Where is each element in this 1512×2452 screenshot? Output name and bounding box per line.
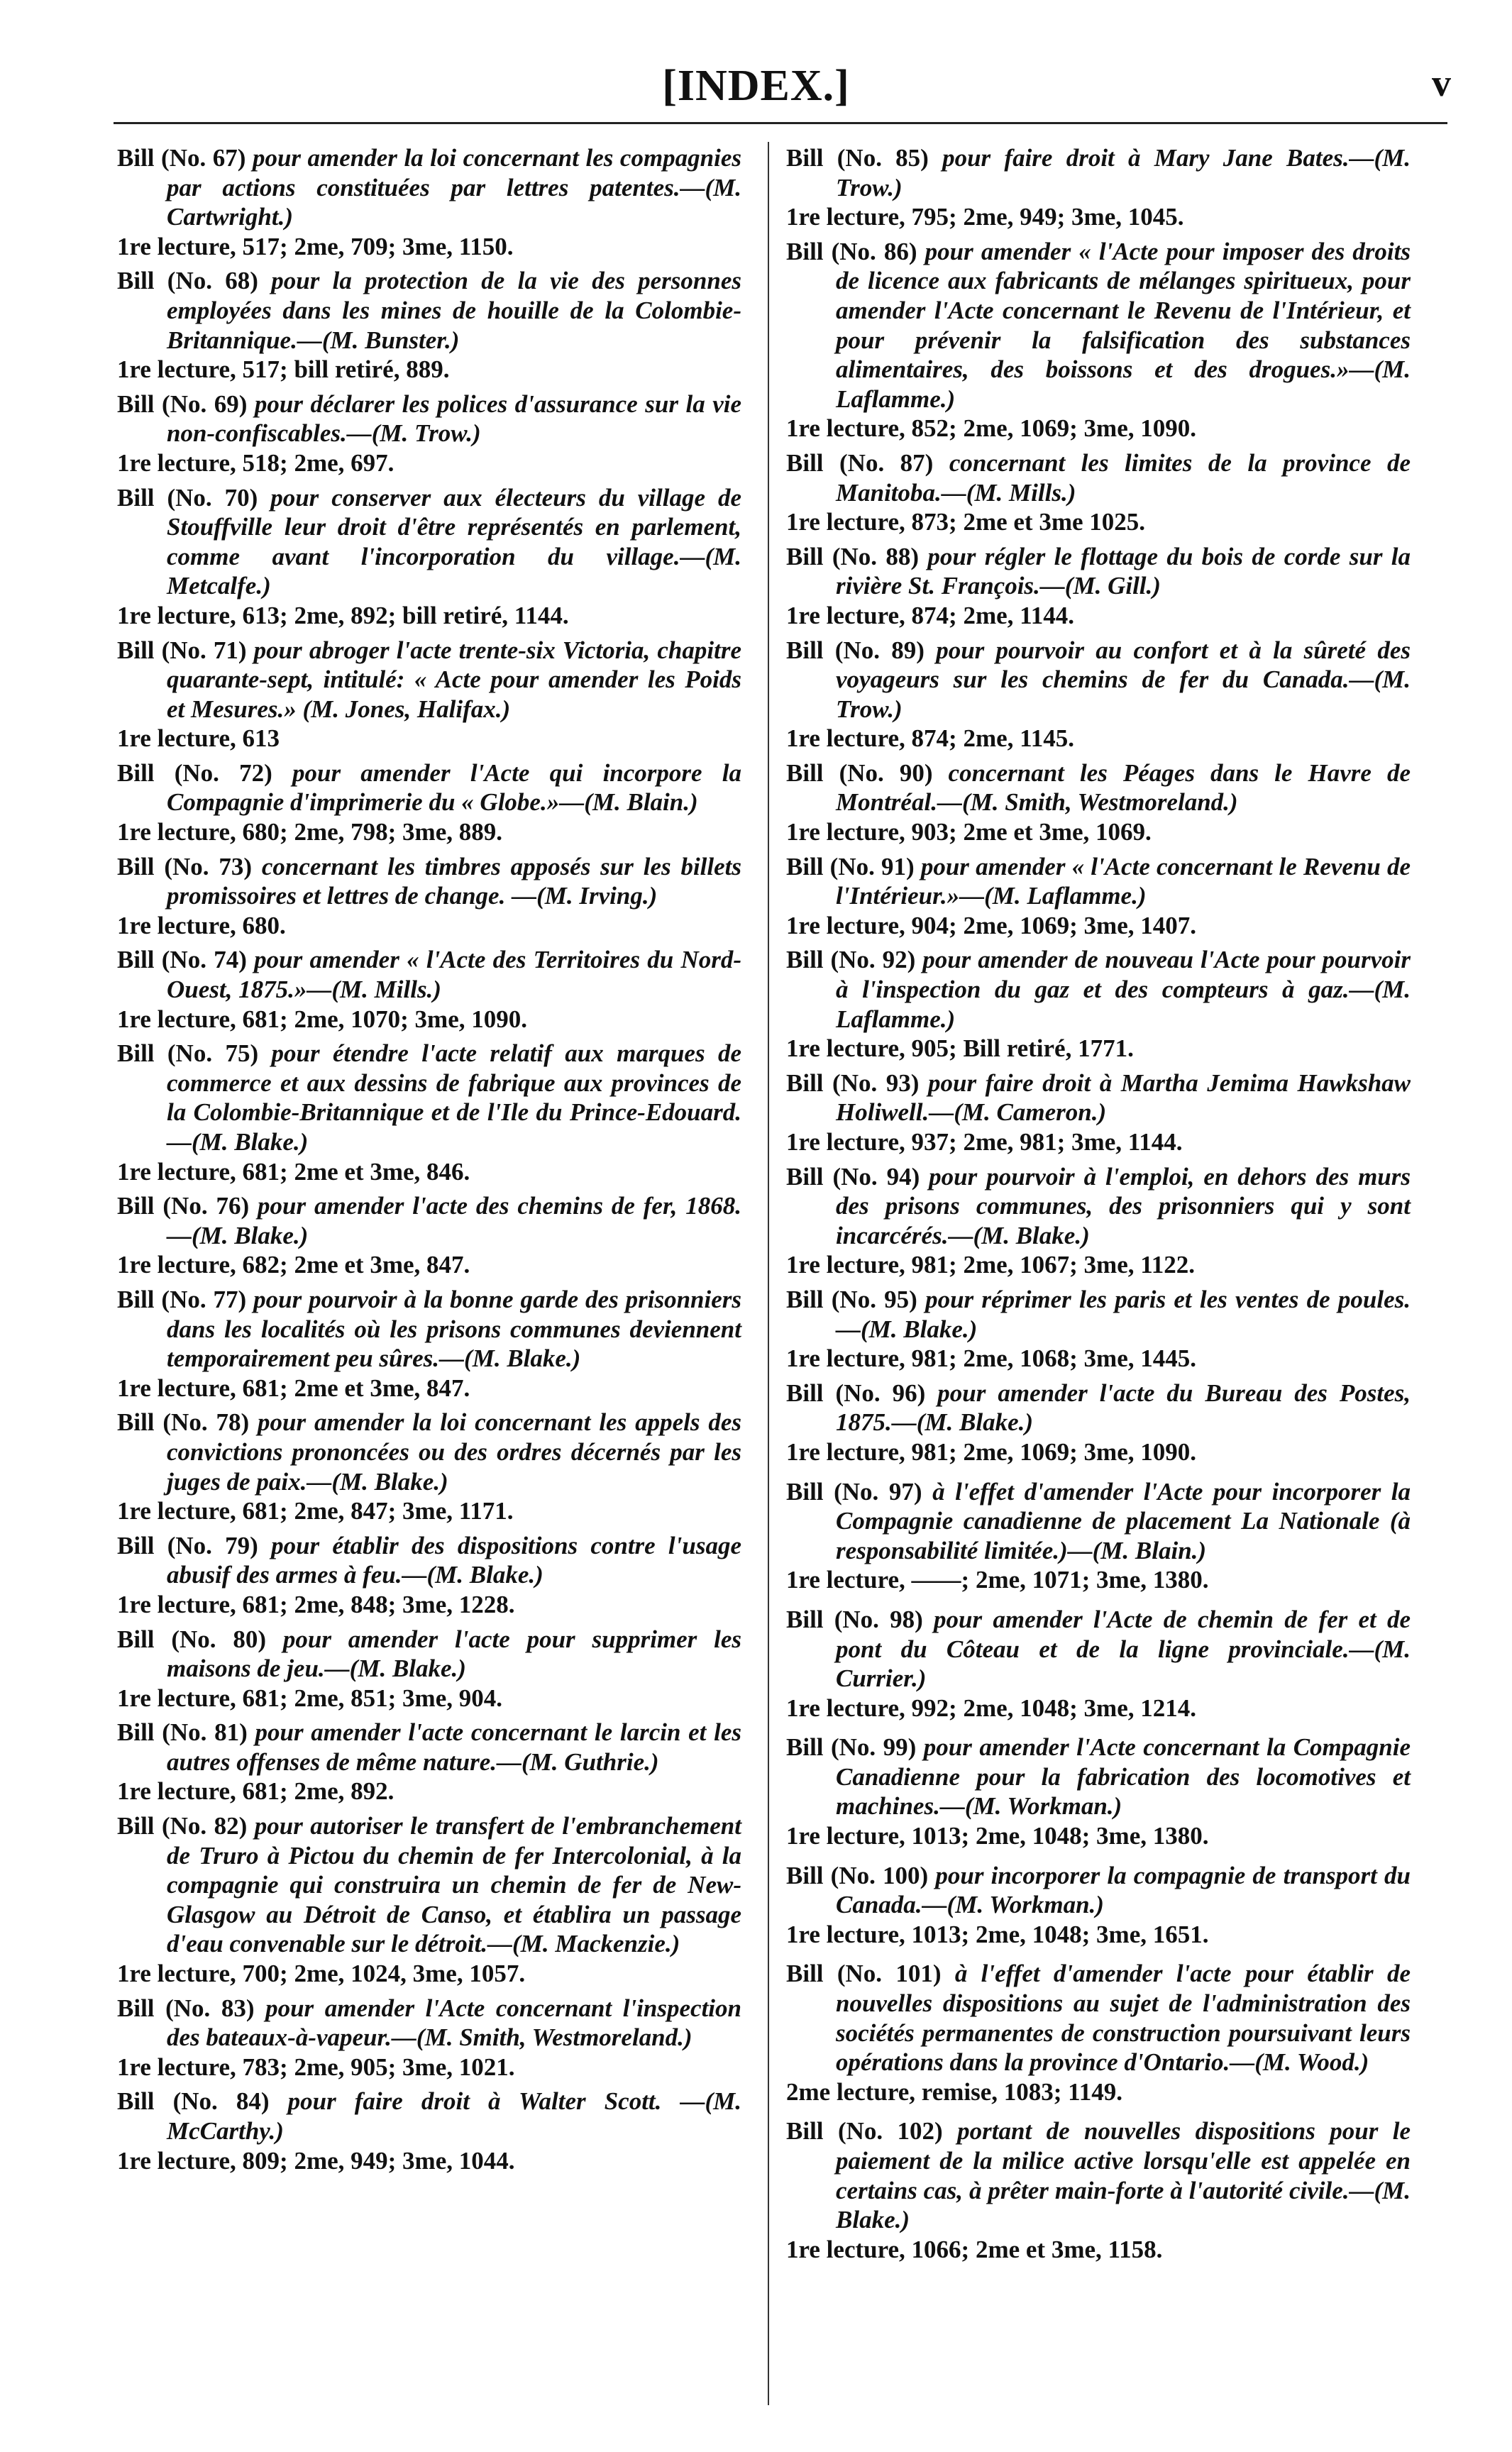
bill-description: pour amender de nouveau l'Acte pour pourvoir à l'inspection du gaz et des compteurs à gaz.—(M. Laflamme.) [836,946,1411,1033]
bill-description: pour déclarer les polices d'assurance sur la vie non-confiscables.—(M. Trow.) [167,390,741,448]
bill-number: Bill (No. 101) [786,1960,942,1988]
index-entry [117,1811,741,1989]
bill-description: pour pourvoir à la bonne garde des prisonniers dans les localités où les prisons communes deviennent temporairement peu sûres.—(M. Blake.) [167,1285,742,1373]
reading-line: 1re lecture, 905; Bill retiré, 1771. [786,1034,1134,1063]
bill-description: pour réprimer les paris et les ventes de poules.—(M. Blake.) [836,1285,1411,1343]
reading-line: 1re lecture, 613; 2me, 892; bill retiré, 1144. [117,601,569,629]
bill-number: Bill (No. 75) [117,1039,259,1068]
reading-line: 1re lecture, 874; 2me, 1145. [786,724,1074,753]
reading-line: 1re lecture, 981; 2me, 1068; 3me, 1445. [786,1344,1196,1373]
bill-description: pour faire droit à Mary Jane Bates.—(M. Trow.) [836,144,1411,201]
bill-line [786,1068,1411,1127]
reading-line: 1re lecture, 874; 2me, 1144. [786,601,1074,629]
index-entry [786,1477,1411,1595]
bill-line [786,1162,1411,1251]
bill-description: à l'effet d'amender l'acte pour établir de nouvelles dispositions au sujet de l'administration des sociétés permanentes de construction poursuivant leurs opérations dans la province d'Ontario.—(M. Wood.) [836,1960,1411,2077]
bill-description: pour conserver aux électeurs du village de Stouffville leur droit d'être représentés en parlement, comme avant l'incorporation du village.—(M. Metcalfe.) [167,483,741,600]
bill-number: Bill (No. 78) [117,1408,250,1437]
bill-description: pour amender la loi concernant les appels des convictions prononcées ou des ordres décernés par les juges de paix.—(M. Blake.) [167,1408,741,1496]
bill-number: Bill (No. 102) [786,2117,943,2146]
bill-number: Bill (No. 95) [786,1285,917,1313]
reading-line: 1re lecture, 680. [117,911,286,939]
bill-number: Bill (No. 92) [786,946,916,974]
bill-line [786,636,1411,724]
bill-line [117,1191,741,1250]
bill-number: Bill (No. 70) [117,483,258,512]
reading-line: 1re lecture, 1013; 2me, 1048; 3me, 1651. [786,1920,1209,1948]
bill-line [117,390,741,448]
bill-description: portant de nouvelles dispositions pour le paiement de la milice active lorsqu'elle est appelée en certains cas, à prêter main-forte à l'autorité civile.—(M. Blake.) [836,2117,1411,2234]
bill-line [117,945,741,1004]
bill-number: Bill (No. 90) [786,758,933,787]
bill-number: Bill (No. 71) [117,636,247,664]
bill-number: Bill (No. 67) [117,144,246,172]
index-entry [117,1625,741,1713]
right-column [786,143,1411,2269]
reading-line: 1re lecture, 809; 2me, 949; 3me, 1044. [117,2146,515,2175]
index-entry [117,1191,741,1280]
bill-description: pour pourvoir au confort et à la sûreté des voyageurs sur les chemins de fer du Canada.—(M. Trow.) [836,636,1411,723]
bill-line [117,483,741,601]
index-entry [117,1531,741,1620]
bill-number: Bill (No. 97) [786,1477,922,1506]
index-entry [117,758,741,847]
reading-line: 1re lecture, 681; 2me, 851; 3me, 904. [117,1684,502,1712]
bill-line [786,2116,1411,2234]
bill-line [786,1861,1411,1920]
index-entry [786,1605,1411,1723]
index-entry [117,483,741,631]
bill-line [117,2087,741,2146]
index-entry [117,852,741,941]
bill-line [786,448,1411,507]
index-entry [786,2116,1411,2264]
index-entry [786,448,1411,537]
bill-description: pour amender l'Acte de chemin de fer et de pont du Côteau et de la ligne provinciale.—(M. Currier.) [836,1605,1411,1693]
bill-line [786,852,1411,911]
bill-number: Bill (No. 72) [117,758,272,787]
bill-number: Bill (No. 68) [117,267,258,295]
index-entry [786,237,1411,443]
reading-line: 1re lecture, 681; 2me, 848; 3me, 1228. [117,1590,515,1618]
bill-description: pour étendre l'acte relatif aux marques de commerce et aux dessins de fabrique aux provinces de la Colombie-Britannique et de l'Ile du Prince-Edouard. —(M. Blake.) [167,1039,741,1156]
bill-description: pour amender la loi concernant les compagnies par actions constituées par lettres patentes.—(M. Cartwright.) [167,144,742,231]
index-entry [117,1408,741,1525]
reading-line: 1re lecture, 783; 2me, 905; 3me, 1021. [117,2053,515,2081]
reading-line: 1re lecture, 981; 2me, 1069; 3me, 1090. [786,1437,1196,1466]
index-entry [117,945,741,1034]
reading-line: 1re lecture, 992; 2me, 1048; 3me, 1214. [786,1694,1196,1722]
index-entry [117,143,741,261]
reading-line: 1re lecture, 873; 2me et 3me 1025. [786,508,1146,536]
index-entry [786,1285,1411,1374]
bill-number: Bill (No. 96) [786,1379,926,1407]
reading-line: 1re lecture, 1066; 2me et 3me, 1158. [786,2235,1163,2263]
reading-line: 1re lecture, 613 [117,724,280,753]
bill-description: pour la protection de la vie des personnes employées dans les mines de houille de la Colombie-Britannique.—(M. Bunster.) [167,267,742,354]
bill-number: Bill (No. 79) [117,1531,258,1559]
index-entry [786,1162,1411,1280]
index-entry [786,1379,1411,1467]
reading-line: 1re lecture, 682; 2me et 3me, 847. [117,1251,470,1279]
reading-line: 1re lecture, 517; 2me, 709; 3me, 1150. [117,232,514,260]
page-number: v [1432,62,1451,104]
index-entry [786,542,1411,631]
index-entry [786,1068,1411,1157]
bill-number: Bill (No. 81) [117,1718,248,1747]
bill-number: Bill (No. 73) [117,852,253,880]
bill-line [786,542,1411,601]
bill-number: Bill (No. 88) [786,542,920,570]
bill-line [117,1285,741,1374]
index-entry [786,852,1411,941]
bill-description: pour amender « l'Acte concernant le Revenu de l'Intérieur.»—(M. Laflamme.) [836,852,1411,910]
page-title: [INDEX.] [662,62,850,110]
bill-description: pour incorporer la compagnie de transport du Canada.—(M. Workman.) [836,1861,1411,1919]
bill-number: Bill (No. 84) [117,2087,270,2116]
bill-description: pour amender l'Acte concernant la Compagnie Canadienne pour la fabrication des locomotives et machines.—(M. Workman.) [836,1733,1411,1821]
index-entry [117,1718,741,1806]
bill-line [786,1285,1411,1344]
bill-description: pour amender l'acte concernant le larcin et les autres offenses de même nature.—(M. Guthrie.) [167,1718,741,1776]
reading-line: 1re lecture, 700; 2me, 1024, 3me, 1057. [117,1960,526,1988]
header-rule [114,122,1447,124]
bill-number: Bill (No. 82) [117,1812,248,1840]
reading-line: 1re lecture, 937; 2me, 981; 3me, 1144. [786,1128,1183,1156]
index-entry [786,636,1411,753]
index-entry [117,636,741,753]
bill-line [117,852,741,911]
index-entry [117,1994,741,2082]
bill-number: Bill (No. 87) [786,448,934,477]
bill-description: à l'effet d'amender l'Acte pour incorporer la Compagnie canadienne de placement La Nationale (à responsabilité limitée.)—(M. Blain.) [836,1477,1411,1564]
reading-line: 1re lecture, 795; 2me, 949; 3me, 1045. [786,203,1184,231]
bill-number: Bill (No. 86) [786,237,917,265]
index-entry [786,143,1411,232]
reading-line: 1re lecture, 852; 2me, 1069; 3me, 1090. [786,414,1196,443]
bill-description: pour faire droit à Martha Jemima Hawkshaw Holiwell.—(M. Cameron.) [836,1068,1411,1127]
bill-line [786,945,1411,1034]
bill-line [786,1379,1411,1437]
reading-line: 1re lecture, 904; 2me, 1069; 3me, 1407. [786,911,1196,939]
bill-line [117,758,741,817]
bill-line [786,1959,1411,2077]
reading-line: 1re lecture, 681; 2me, 847; 3me, 1171. [117,1497,514,1525]
index-entry [117,2087,741,2175]
reading-line: 1re lecture, 517; bill retiré, 889. [117,355,450,384]
bill-number: Bill (No. 99) [786,1733,917,1762]
bill-description: pour amender l'acte pour supprimer les maisons de jeu.—(M. Blake.) [167,1625,742,1683]
bill-line [117,143,741,232]
index-entry [117,266,741,384]
bill-line [117,1994,741,2053]
reading-line: 1re lecture, 518; 2me, 697. [117,448,394,477]
bill-number: Bill (No. 76) [117,1192,250,1220]
reading-line: 1re lecture, ——; 2me, 1071; 3me, 1380. [786,1566,1209,1594]
bill-description: pour amender l'Acte concernant l'inspection des bateaux-à-vapeur.—(M. Smith, Westmoreland.) [167,1994,742,2052]
bill-description: pour faire droit à Walter Scott. —(M. McCarthy.) [167,2087,741,2145]
bill-number: Bill (No. 69) [117,390,248,418]
index-entry [117,1039,741,1186]
bill-number: Bill (No. 83) [117,1994,255,2022]
index-entry [786,1861,1411,1950]
bill-number: Bill (No. 98) [786,1605,923,1633]
bill-description: pour amender « l'Acte pour imposer des droits de licence aux fabricants de mélanges spiritueux, pour amender l'Acte concernant le Revenu de l'Intérieur, et pour prévenir la falsification des substances alimentaires, des boissons et des drogues.»—(M. Laflamme.) [836,237,1411,413]
index-entry [117,390,741,478]
bill-line [786,237,1411,414]
bill-number: Bill (No. 85) [786,144,929,172]
bill-line [117,266,741,355]
bill-number: Bill (No. 94) [786,1162,920,1191]
index-entry [786,945,1411,1063]
bill-description: pour autoriser le transfert de l'embranchement de Truro à Pictou du chemin de fer Intercolonial, à la compagnie qui construira un chemin de fer de New-Glasgow au Détroit de Canso, et établira un passage d'eau convenable sur le détroit.—(M. Mackenzie.) [167,1812,741,1958]
reading-line: 1re lecture, 1013; 2me, 1048; 3me, 1380. [786,1822,1209,1850]
index-entry [786,1959,1411,2106]
bill-number: Bill (No. 80) [117,1625,267,1653]
bill-description: concernant les limites de la province de Manitoba.—(M. Mills.) [836,448,1411,507]
bill-line [117,1531,741,1590]
bill-line [786,1477,1411,1566]
index-entry [117,1285,741,1403]
bill-description: pour abroger l'acte trente-six Victoria, chapitre quarante-sept, intitulé: « Acte pour amender les Poids et Mesures.» (M. Jones, Halifax.) [167,636,741,723]
bill-number: Bill (No. 91) [786,852,915,880]
bill-line [117,636,741,724]
bill-number: Bill (No. 93) [786,1068,920,1097]
reading-line: 1re lecture, 681; 2me, 892. [117,1777,394,1806]
bill-line [786,1605,1411,1694]
bill-line [786,143,1411,202]
reading-line: 1re lecture, 681; 2me, 1070; 3me, 1090. [117,1005,527,1033]
bill-line [117,1811,741,1959]
bill-line [786,758,1411,817]
reading-line: 1re lecture, 680; 2me, 798; 3me, 889. [117,818,502,846]
bill-description: pour régler le flottage du bois de corde sur la rivière St. François.—(M. Gill.) [836,542,1411,600]
bill-number: Bill (No. 77) [117,1285,247,1313]
reading-line: 1re lecture, 681; 2me et 3me, 846. [117,1157,470,1186]
bill-line [117,1718,741,1777]
column-divider [768,142,769,2405]
bill-number: Bill (No. 89) [786,636,925,664]
bill-number: Bill (No. 74) [117,946,247,974]
reading-line: 1re lecture, 681; 2me et 3me, 847. [117,1374,470,1402]
bill-line [786,1733,1411,1821]
bill-number: Bill (No. 100) [786,1861,929,1889]
bill-description: pour pourvoir à l'emploi, en dehors des murs des prisons communes, des prisonniers qui y sont incarcérés.—(M. Blake.) [836,1162,1411,1249]
bill-description: pour amender l'acte des chemins de fer, 1868.—(M. Blake.) [167,1192,742,1249]
bill-description: pour amender l'Acte qui incorpore la Compagnie d'imprimerie du « Globe.»—(M. Blain.) [167,758,742,817]
reading-line: 2me lecture, remise, 1083; 1149. [786,2077,1122,2106]
bill-description: pour amender l'acte du Bureau des Postes, 1875.—(M. Blake.) [836,1379,1411,1437]
index-entry [786,758,1411,847]
bill-description: pour amender « l'Acte des Territoires du Nord-Ouest, 1875.»—(M. Mills.) [167,946,742,1004]
index-entry [786,1733,1411,1850]
left-column [117,143,741,2180]
bill-line [117,1408,741,1496]
bill-description: concernant les Péages dans le Havre de Montréal.—(M. Smith, Westmoreland.) [836,758,1411,817]
bill-description: concernant les timbres apposés sur les billets promissoires et lettres de change. —(M. Irving.) [167,852,741,910]
reading-line: 1re lecture, 981; 2me, 1067; 3me, 1122. [786,1251,1196,1279]
reading-line: 1re lecture, 903; 2me et 3me, 1069. [786,818,1152,846]
bill-line [117,1039,741,1156]
bill-line [117,1625,741,1684]
bill-description: pour établir des dispositions contre l'usage abusif des armes à feu.—(M. Blake.) [167,1531,742,1589]
